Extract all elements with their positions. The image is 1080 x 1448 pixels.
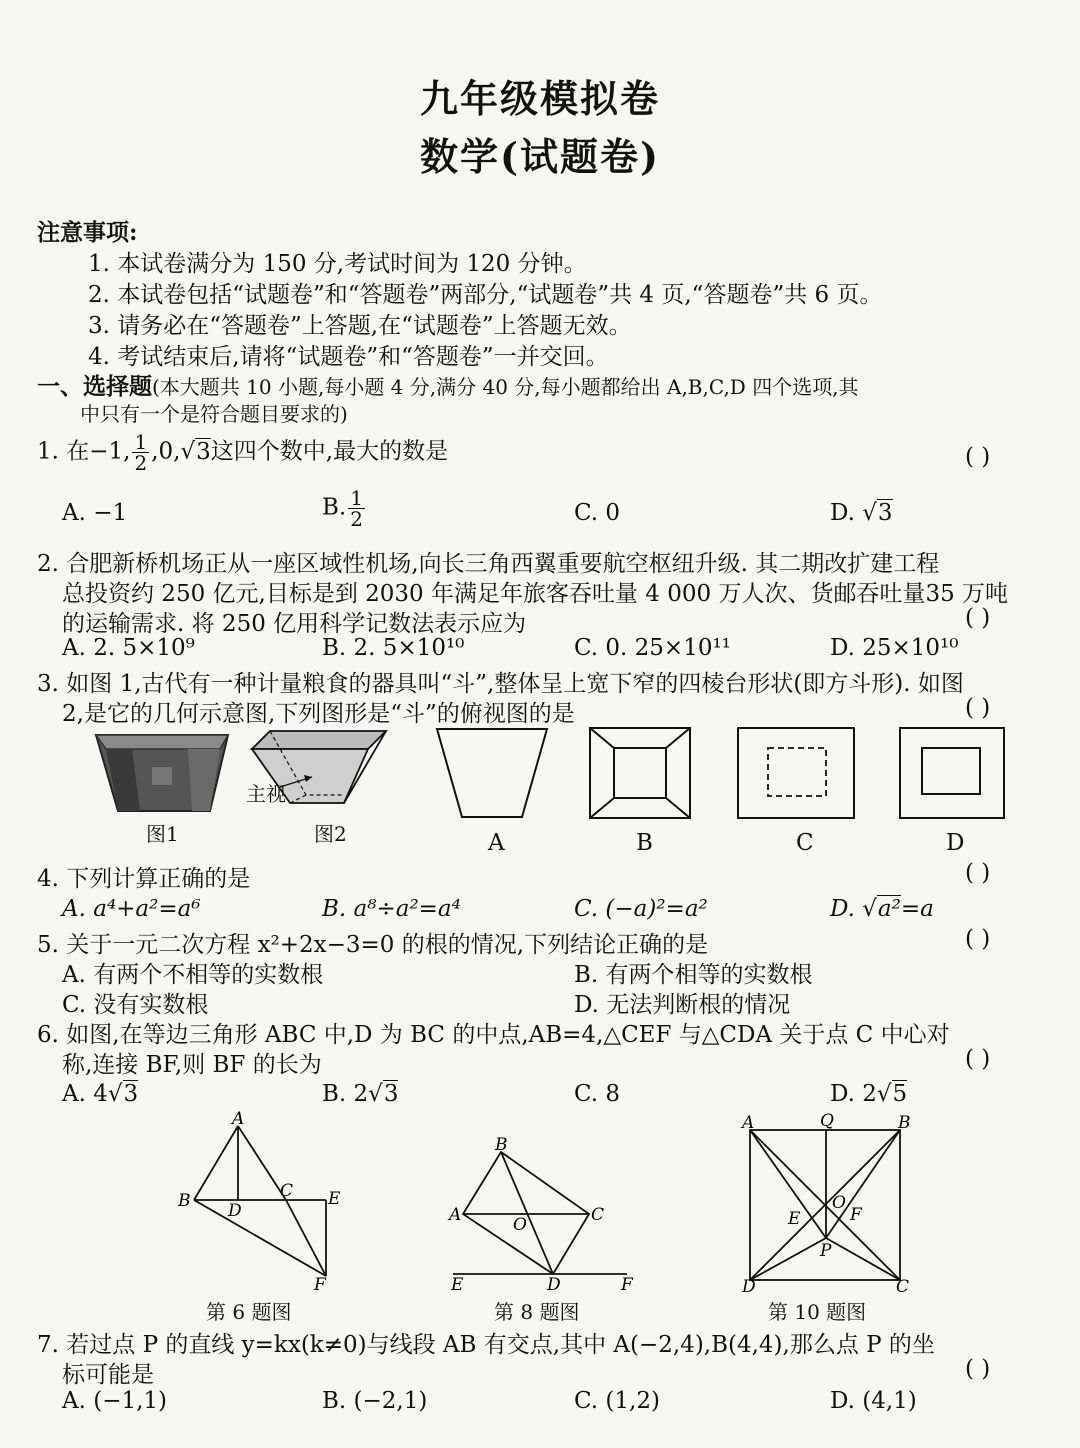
q1-radicand: 3: [196, 438, 211, 465]
figure-q8: [445, 1134, 635, 1294]
q4-option-d-rhs: =a: [900, 896, 934, 922]
q6-option-d-label: D. 2√: [830, 1081, 892, 1107]
q3-option-c-figure: [736, 726, 856, 820]
q3-option-c-label: C: [796, 830, 814, 856]
q1-option-b: [322, 488, 367, 529]
fig6-caption: 第 6 题图: [206, 1300, 292, 1324]
q4-option-c: C. (−a)²=a²: [574, 896, 708, 922]
q4-option-d: [830, 896, 934, 922]
q1-option-d: [830, 500, 893, 526]
fig8-label-a: A: [449, 1205, 462, 1225]
fig6-label-f: F: [314, 1275, 326, 1294]
exam-title: 九年级模拟卷: [419, 76, 660, 121]
q1-answer-paren: ( ): [965, 444, 991, 470]
figure-q6: [170, 1108, 350, 1294]
fig6-label-a: A: [232, 1109, 245, 1129]
q3-option-b-label: B: [636, 830, 653, 856]
fig6-label-e: E: [328, 1189, 341, 1209]
q4-line-1: 4. 下列计算正确的是: [37, 866, 251, 892]
q1-b-num: 1: [350, 486, 363, 510]
main-view-label: 主视: [246, 782, 286, 806]
q2-option-a: A. 2. 5×10⁹: [62, 635, 195, 661]
q4-option-a: A. a⁴+a²=a⁶: [62, 896, 201, 922]
fig10-label-q: Q: [820, 1111, 834, 1131]
q1-fraction: [132, 432, 149, 473]
q1-text-pre: 1. 在−1,: [37, 438, 131, 465]
fig10-label-c: C: [896, 1277, 910, 1294]
q7-line-1: 7. 若过点 P 的直线 y=kx(k≠0)与线段 AB 有交点,其中 A(−2,4),B(4,4),那么点 P 的坐: [37, 1332, 935, 1358]
q5-answer-paren: ( ): [965, 926, 991, 952]
q6-option-a: [62, 1081, 138, 1107]
q6-option-b-radicand: 3: [383, 1081, 399, 1107]
q4-answer-paren: ( ): [965, 860, 991, 886]
fig10-label-o: O: [832, 1193, 846, 1213]
q2-line-3: 的运输需求. 将 250 亿用科学记数法表示应为: [62, 611, 527, 637]
q1-option-c: C. 0: [574, 500, 621, 526]
fig6-label-c: C: [280, 1181, 294, 1201]
q2-option-b: B. 2. 5×10¹⁰: [322, 635, 465, 661]
fig2-caption: 图2: [314, 822, 347, 846]
q7-option-b: B. (−2,1): [322, 1388, 428, 1414]
question-1: [37, 432, 448, 473]
q1-text-mid: ,0,√: [151, 438, 196, 465]
q1-b-den: 2: [350, 507, 363, 531]
q6-line-1: 6. 如图,在等边三角形 ABC 中,D 为 BC 的中点,AB=4,△CEF 与△CDA 关于点 C 中心对: [37, 1022, 950, 1048]
q1-option-d-label: D. √: [830, 500, 877, 526]
q1-option-b-label: B.: [322, 494, 347, 521]
q6-option-c: C. 8: [574, 1081, 621, 1107]
fig8-label-d: D: [547, 1275, 561, 1294]
q2-option-c: C. 0. 25×10¹¹: [574, 635, 731, 661]
fig10-label-d: D: [742, 1277, 756, 1294]
q3-option-d-label: D: [946, 830, 965, 856]
fig8-label-b: B: [495, 1135, 508, 1155]
q4-option-d-radicand: a²: [877, 896, 901, 922]
q2-line-1: 2. 合肥新桥机场正从一座区域性机场,向长三角西翼重要航空枢纽升级. 其二期改扩建工程: [37, 551, 940, 577]
notice-heading: 注意事项:: [37, 219, 138, 246]
figure-q10: [740, 1110, 920, 1294]
fig8-label-e: E: [451, 1275, 464, 1294]
q3-option-a-figure: [434, 726, 550, 820]
dou-photo-figure: [92, 727, 232, 819]
q1-option-a: A. −1: [62, 500, 128, 526]
frustum-sketch-figure: [240, 725, 392, 825]
fig10-label-f: F: [850, 1205, 862, 1225]
q1-option-d-radicand: 3: [877, 500, 893, 526]
section-title: 一、选择题: [37, 373, 152, 400]
q3-option-b-figure: [588, 726, 692, 820]
q2-answer-paren: ( ): [965, 605, 991, 631]
q6-option-b: [322, 1081, 398, 1107]
section-heading: [37, 368, 859, 401]
fig6-label-b: B: [178, 1191, 191, 1211]
q4-option-b: B. a⁸÷a²=a⁴: [322, 896, 461, 922]
q3-option-a-label: A: [488, 830, 505, 856]
q7-answer-paren: ( ): [965, 1356, 991, 1382]
q3-line-2: 2,是它的几何示意图,下列图形是“斗”的俯视图的是: [62, 701, 575, 727]
q6-option-d: [830, 1081, 907, 1107]
exam-subtitle: 数学(试题卷): [420, 134, 660, 179]
q5-option-a: A. 有两个不相等的实数根: [62, 962, 324, 988]
section-desc-1: (本大题共 10 小题,每小题 4 分,满分 40 分,每小题都给出 A,B,C,D 四个选项,其: [152, 375, 859, 399]
fig8-label-f: F: [621, 1275, 633, 1294]
q1-frac-den: 2: [134, 451, 148, 475]
q4-option-d-label: D. √: [830, 896, 877, 922]
notice-item-1: 1. 本试卷满分为 150 分,考试时间为 120 分钟。: [88, 251, 587, 277]
q5-option-d: D. 无法判断根的情况: [574, 992, 791, 1018]
q1-option-b-fraction: [348, 488, 365, 529]
q6-line-2: 称,连接 BF,则 BF 的长为: [62, 1052, 322, 1078]
q5-line-1: 5. 关于一元二次方程 x²+2x−3=0 的根的情况,下列结论正确的是: [37, 932, 709, 958]
notice-item-4: 4. 考试结束后,请将“试题卷”和“答题卷”一并交回。: [88, 344, 609, 370]
q6-option-a-radicand: 3: [123, 1081, 139, 1107]
fig10-label-e: E: [788, 1209, 801, 1229]
notice-item-3: 3. 请务必在“答题卷”上答题,在“试题卷”上答题无效。: [88, 313, 632, 339]
section-desc-2: 中只有一个是符合题目要求的): [80, 402, 348, 426]
fig8-caption: 第 8 题图: [494, 1300, 580, 1324]
fig8-label-c: C: [591, 1205, 605, 1225]
fig1-caption: 图1: [146, 822, 179, 846]
q2-option-d: D. 25×10¹⁰: [830, 635, 959, 661]
q7-line-2: 标可能是: [62, 1362, 154, 1388]
fig10-caption: 第 10 题图: [768, 1300, 867, 1324]
q7-option-d: D. (4,1): [830, 1388, 917, 1414]
fig8-label-o: O: [513, 1215, 527, 1235]
q3-option-d-figure: [898, 726, 1006, 820]
q2-line-2: 总投资约 250 亿元,目标是到 2030 年满足年旅客吞吐量 4 000 万人次、货邮吞吐量35 万吨: [62, 581, 1009, 607]
q3-answer-paren: ( ): [965, 695, 991, 721]
q6-answer-paren: ( ): [965, 1046, 991, 1072]
fig10-label-b: B: [898, 1113, 911, 1133]
notice-item-2: 2. 本试卷包括“试题卷”和“答题卷”两部分,“试题卷”共 4 页,“答题卷”共 6 页。: [88, 282, 883, 308]
q6-option-d-radicand: 5: [892, 1081, 908, 1107]
fig6-label-d: D: [228, 1201, 242, 1221]
q3-line-1: 3. 如图 1,古代有一种计量粮食的器具叫“斗”,整体呈上宽下窄的四棱台形状(即方斗形). 如图: [37, 671, 964, 697]
fig10-label-p: P: [820, 1241, 832, 1261]
fig10-label-a: A: [742, 1113, 755, 1133]
q7-option-c: C. (1,2): [574, 1388, 660, 1414]
q7-option-a: A. (−1,1): [62, 1388, 168, 1414]
q5-option-b: B. 有两个相等的实数根: [574, 962, 813, 988]
q6-option-b-label: B. 2√: [322, 1081, 383, 1107]
q1-text-post: 这四个数中,最大的数是: [210, 438, 449, 465]
q6-option-a-label: A. 4√: [62, 1081, 123, 1107]
q5-option-c: C. 没有实数根: [62, 992, 209, 1018]
q1-frac-num: 1: [134, 430, 148, 454]
